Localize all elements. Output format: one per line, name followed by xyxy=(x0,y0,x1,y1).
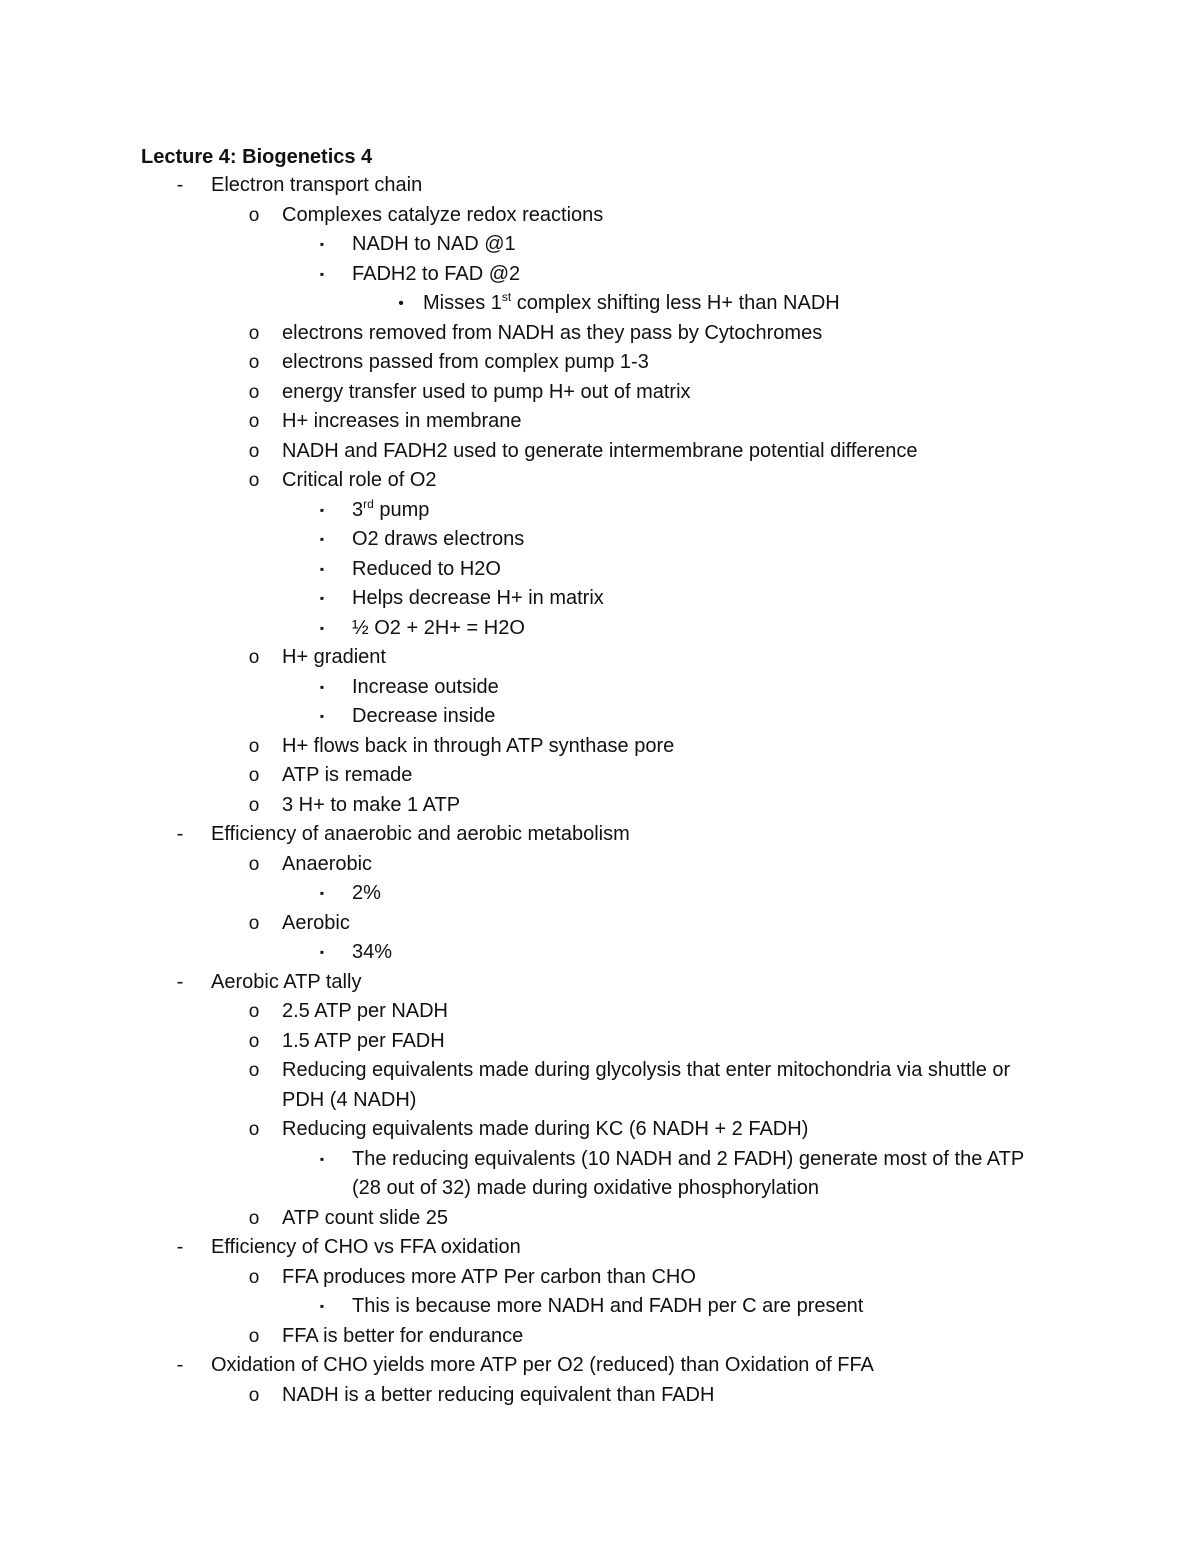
square-bullet-icon: ▪ xyxy=(319,709,325,723)
dash-marker: - xyxy=(176,823,184,845)
square-bullet-icon: ▪ xyxy=(319,532,325,546)
section-item: - Aerobic ATP tally xyxy=(0,968,1200,998)
list-subitem: ▪ NADH to NAD @1 xyxy=(0,230,1200,260)
circle-marker: o xyxy=(248,440,260,462)
list-subitem: ▪ Reduced to H2O xyxy=(0,555,1200,585)
circle-marker: o xyxy=(248,1266,260,1288)
circle-marker: o xyxy=(248,735,260,757)
square-bullet-icon: ▪ xyxy=(319,591,325,605)
dash-marker: - xyxy=(176,1354,184,1376)
circle-marker: o xyxy=(248,322,260,344)
square-bullet-icon: ▪ xyxy=(319,1151,325,1166)
list-item: o Critical role of O2 xyxy=(0,466,1200,496)
list-item: o Complexes catalyze redox reactions xyxy=(0,201,1200,231)
list-item: o ATP count slide 25 xyxy=(0,1204,1200,1234)
list-subitem: ▪ Increase outside xyxy=(0,673,1200,703)
list-item: o FFA produces more ATP Per carbon than CHO xyxy=(0,1263,1200,1293)
list-subitem: ▪ 34% xyxy=(0,938,1200,968)
list-item: o energy transfer used to pump H+ out of matrix xyxy=(0,378,1200,408)
list-item: o electrons removed from NADH as they pass by Cytochromes xyxy=(0,319,1200,349)
circle-marker: o xyxy=(248,1030,260,1052)
square-bullet-icon: ▪ xyxy=(319,679,325,694)
circle-marker: o xyxy=(248,1119,260,1140)
list-item: o 2.5 ATP per NADH xyxy=(0,997,1200,1027)
list-subitem: ▪ The reducing equivalents (10 NADH and 2 FADH) generate most of the ATP (28 out of 32) made during oxidative phosphorylation xyxy=(0,1145,1200,1204)
list-subitem: ▪ O2 draws electrons xyxy=(0,525,1200,555)
list-item: o H+ increases in membrane xyxy=(0,407,1200,437)
list-subitem: ▪ Decrease inside xyxy=(0,702,1200,732)
square-bullet-icon: ▪ xyxy=(319,266,325,281)
list-item: o Anaerobic xyxy=(0,850,1200,880)
square-bullet-icon: ▪ xyxy=(319,502,325,517)
circle-marker: o xyxy=(248,1207,260,1229)
square-bullet-icon: ▪ xyxy=(319,237,325,251)
notes-outline xyxy=(0,171,1200,1410)
square-bullet-icon: ▪ xyxy=(319,945,325,959)
section-item: - Efficiency of anaerobic and aerobic metabolism xyxy=(0,820,1200,850)
list-subitem: ▪ FADH2 to FAD @2 xyxy=(0,260,1200,290)
list-subitem: ▪ 2% xyxy=(0,879,1200,909)
circle-marker: o xyxy=(248,1325,260,1347)
list-item: o electrons passed from complex pump 1-3 xyxy=(0,348,1200,378)
circle-marker: o xyxy=(248,1384,260,1406)
section-item: - Efficiency of CHO vs FFA oxidation xyxy=(0,1233,1200,1263)
round-bullet-icon: • xyxy=(398,295,404,312)
circle-marker: o xyxy=(248,912,260,934)
circle-marker: o xyxy=(248,204,260,226)
list-item: o FFA is better for endurance xyxy=(0,1322,1200,1352)
square-bullet-icon: ▪ xyxy=(319,886,325,900)
list-item: o H+ gradient xyxy=(0,643,1200,673)
list-item: o Reducing equivalents made during glycolysis that enter mitochondria via shuttle or PDH (4 NADH) xyxy=(0,1056,1200,1115)
lecture-title: Lecture 4: Biogenetics 4 xyxy=(141,146,373,168)
circle-marker: o xyxy=(248,1001,260,1022)
square-bullet-icon: ▪ xyxy=(319,1299,325,1313)
circle-marker: o xyxy=(248,352,260,373)
list-item: o H+ flows back in through ATP synthase pore xyxy=(0,732,1200,762)
list-item: o 3 H+ to make 1 ATP xyxy=(0,791,1200,821)
section-item: - Electron transport chain xyxy=(0,171,1200,201)
square-bullet-icon: ▪ xyxy=(319,561,325,576)
list-item: o ATP is remade xyxy=(0,761,1200,791)
list-subitem: ▪ 3rd pump xyxy=(0,496,1200,526)
circle-marker: o xyxy=(248,381,260,403)
circle-marker: o xyxy=(248,470,260,491)
list-subsubitem: • Misses 1st complex shifting less H+ than NADH xyxy=(0,289,1200,319)
square-bullet-icon: ▪ xyxy=(319,620,325,635)
dash-marker: - xyxy=(176,970,184,993)
circle-marker: o xyxy=(248,1060,260,1081)
list-item: o 1.5 ATP per FADH xyxy=(0,1027,1200,1057)
dash-marker: - xyxy=(176,1236,184,1258)
list-subitem: ▪ This is because more NADH and FADH per C are present xyxy=(0,1292,1200,1322)
circle-marker: o xyxy=(248,411,260,432)
circle-marker: o xyxy=(248,647,260,668)
circle-marker: o xyxy=(248,794,260,816)
list-item: o Aerobic xyxy=(0,909,1200,939)
list-item: o Reducing equivalents made during KC (6 NADH + 2 FADH) xyxy=(0,1115,1200,1145)
list-subitem: ▪ Helps decrease H+ in matrix xyxy=(0,584,1200,614)
section-item: - Oxidation of CHO yields more ATP per O2 (reduced) than Oxidation of FFA xyxy=(0,1351,1200,1381)
list-item: o NADH and FADH2 used to generate intermembrane potential difference xyxy=(0,437,1200,467)
list-item: o NADH is a better reducing equivalent than FADH xyxy=(0,1381,1200,1411)
circle-marker: o xyxy=(248,765,260,786)
list-subitem: ▪ ½ O2 + 2H+ = H2O xyxy=(0,614,1200,644)
dash-marker: - xyxy=(176,174,184,196)
circle-marker: o xyxy=(248,853,260,875)
